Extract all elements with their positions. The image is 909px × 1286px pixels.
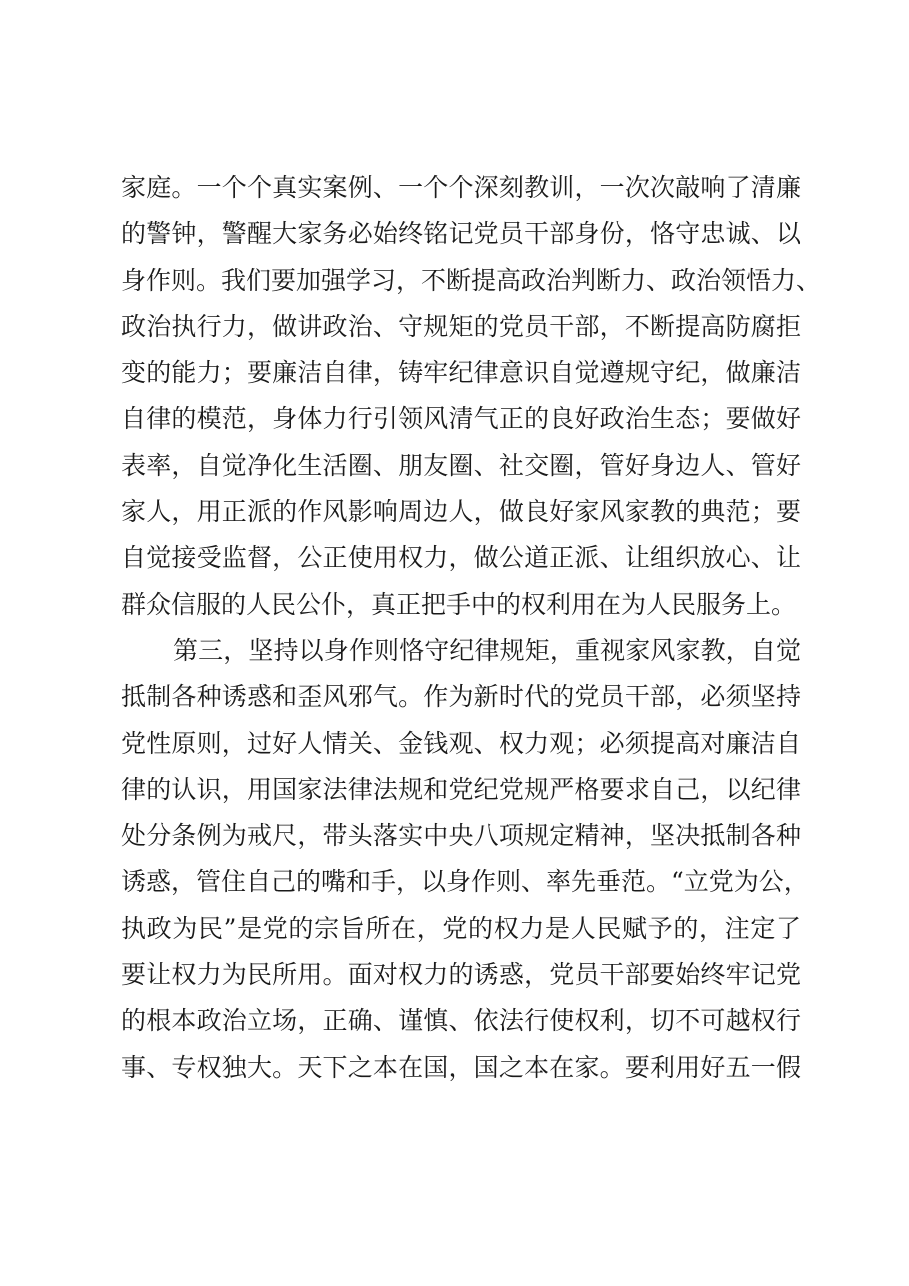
text-line-14: 律的认识，用国家法律法规和党纪党规严格要求自己，以纪律 xyxy=(121,774,801,804)
text-line-11: 第三，坚持以身作则恪守纪律规矩，重视家风家教，自觉 xyxy=(173,635,801,665)
text-line-5: 变的能力；要廉洁自律，铸牢纪律意识自觉遵规守纪，做廉洁 xyxy=(121,358,801,388)
text-line-7: 表率，自觉净化生活圈、朋友圈、社交圈，管好身边人、管好 xyxy=(121,450,801,480)
text-line-19: 的根本政治立场，正确、谨慎、依法行使权利，切不可越权行 xyxy=(121,1006,801,1036)
text-line-16: 诱惑，管住自己的嘴和手，以身作则、率先垂范。“立党为公， xyxy=(121,867,809,897)
text-line-15: 处分条例为戒尺，带头落实中央八项规定精神，坚决抵制各种 xyxy=(121,821,801,851)
text-line-12: 抵制各种诱惑和歪风邪气。作为新时代的党员干部，必须坚持 xyxy=(121,682,801,712)
text-line-8: 家人，用正派的作风影响周边人，做良好家风家教的典范；要 xyxy=(121,497,801,527)
text-line-13: 党性原则，过好人情关、金钱观、权力观；必须提高对廉洁自 xyxy=(121,728,801,758)
text-line-2: 的警钟，警醒大家务必始终铭记党员干部身份，恪守忠诚、以 xyxy=(121,219,801,249)
text-line-20: 事、专权独大。天下之本在国，国之本在家。要利用好五一假 xyxy=(121,1052,801,1082)
text-line-17: 执政为民”是党的宗旨所在，党的权力是人民赋予的，注定了 xyxy=(121,913,801,943)
text-line-10: 群众信服的人民公仆，真正把手中的权利用在为人民服务上。 xyxy=(121,589,797,619)
body-text xyxy=(121,165,822,1091)
text-line-6: 自律的模范，身体力行引领风清气正的良好政治生态；要做好 xyxy=(121,404,801,434)
text-line-1: 家庭。一个个真实案例、一个个深刻教训，一次次敲响了清廉 xyxy=(121,173,801,202)
text-line-9: 自觉接受监督，公正使用权力，做公道正派、让组织放心、让 xyxy=(121,543,801,573)
text-line-4: 政治执行力，做讲政治、守规矩的党员干部，不断提高防腐拒 xyxy=(121,311,801,341)
text-line-18: 要让权力为民所用。面对权力的诱惑，党员干部要始终牢记党 xyxy=(121,960,801,990)
text-line-3: 身作则。我们要加强学习，不断提高政治判断力、政治领悟力、 xyxy=(121,265,822,295)
